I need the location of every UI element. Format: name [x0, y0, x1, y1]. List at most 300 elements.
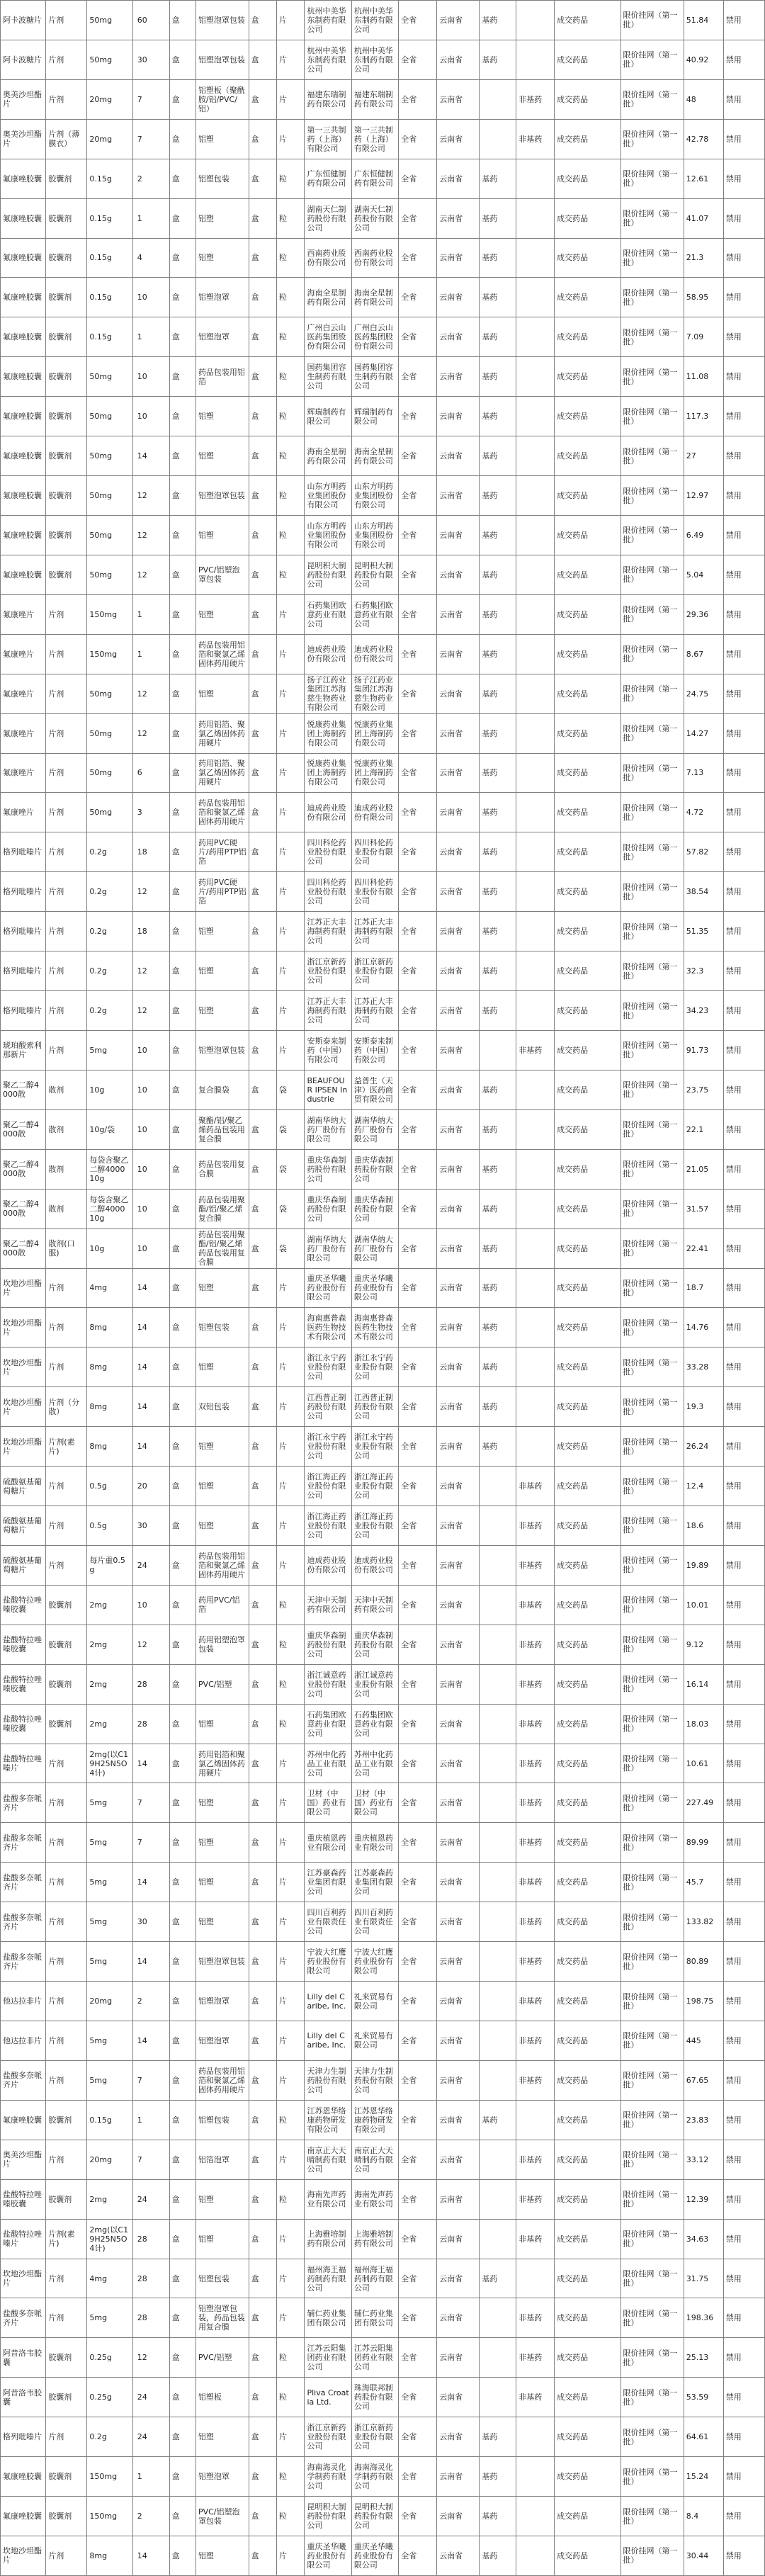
- cell-drug-name: 氟康唑胶囊: [1, 317, 46, 357]
- cell-manufacturer: 浙江京新药业股份有限公司: [305, 951, 351, 991]
- cell-drug-name: 氟康唑胶囊: [1, 2457, 46, 2497]
- cell-applicant: 浙江京新药业股份有限公司: [351, 2417, 398, 2457]
- cell-min-unit: 盒: [249, 1942, 276, 1982]
- cell-pack-quantity: 7: [132, 79, 169, 119]
- cell-manufacturer: 卫材（中国）药业有限公司: [305, 1783, 351, 1823]
- cell-province: 云南省: [437, 2100, 480, 2140]
- cell-province: 云南省: [437, 1942, 480, 1982]
- cell-price: 48: [684, 79, 723, 119]
- cell-listing-batch: 限价挂网（第一批）: [620, 159, 684, 198]
- table-row: [1, 357, 765, 397]
- cell-manufacturer: 重庆植恩药业有限公司: [305, 1823, 351, 1863]
- cell-applicant: 海南先声药业有限公司: [351, 2179, 398, 2219]
- cell-essential-drug: [480, 1585, 516, 1625]
- cell-pack-unit: 盒: [169, 1902, 196, 1942]
- cell-usage-status: 禁用: [723, 40, 764, 79]
- cell-deal-status: 成交药品: [555, 1823, 620, 1863]
- cell-scope: 全省: [399, 2179, 437, 2219]
- cell-listing-batch: 限价挂网（第一批）: [620, 357, 684, 397]
- cell-dosage-form: 散剂: [46, 1189, 87, 1228]
- cell-listing-batch: 限价挂网（第一批）: [620, 1, 684, 40]
- cell-dosage-form: 胶囊剂: [46, 238, 87, 278]
- cell-strength: 0.2g: [87, 912, 132, 951]
- cell-price: 38.54: [684, 872, 723, 912]
- cell-min-unit: 盒: [249, 634, 276, 674]
- cell-price: 19.3: [684, 1387, 723, 1427]
- cell-non-essential-drug: [516, 793, 555, 832]
- cell-strength: 10g/袋: [87, 1109, 132, 1149]
- cell-non-essential-drug: [516, 1070, 555, 1109]
- cell-listing-batch: 限价挂网（第一批）: [620, 40, 684, 79]
- table-row: [1, 1348, 765, 1387]
- cell-usage-status: 禁用: [723, 674, 764, 713]
- cell-strength: 50mg: [87, 753, 132, 793]
- cell-usage-status: 禁用: [723, 1942, 764, 1982]
- cell-price: 40.92: [684, 40, 723, 79]
- cell-deal-status: 成交药品: [555, 198, 620, 238]
- cell-sale-unit: 片: [277, 991, 305, 1031]
- cell-listing-batch: 限价挂网（第一批）: [620, 1625, 684, 1664]
- cell-essential-drug: [480, 1704, 516, 1744]
- cell-applicant: 江苏正大丰海制药有限公司: [351, 912, 398, 951]
- cell-strength: 0.15g: [87, 317, 132, 357]
- cell-listing-batch: 限价挂网（第一批）: [620, 1664, 684, 1704]
- cell-non-essential-drug: [516, 1189, 555, 1228]
- cell-pack-quantity: 30: [132, 1902, 169, 1942]
- cell-pack-quantity: 7: [132, 119, 169, 159]
- cell-non-essential-drug: 非基药: [516, 2298, 555, 2338]
- cell-non-essential-drug: [516, 1348, 555, 1387]
- cell-min-unit: 盒: [249, 1268, 276, 1308]
- cell-price: 14.76: [684, 1308, 723, 1348]
- cell-drug-name: 氟康唑胶囊: [1, 436, 46, 476]
- cell-drug-name: 盐酸特拉唑嗪胶囊: [1, 2179, 46, 2219]
- cell-manufacturer: Lilly del Caribe, Inc.: [305, 2021, 351, 2061]
- cell-price: 26.24: [684, 1427, 723, 1467]
- cell-packaging-material: 铝塑: [196, 2179, 249, 2219]
- cell-packaging-material: 铝塑: [196, 1704, 249, 1744]
- table-row: [1, 40, 765, 79]
- cell-applicant: 福州海王福药制药有限公司: [351, 2259, 398, 2298]
- cell-drug-name: 氟康唑胶囊: [1, 476, 46, 516]
- cell-manufacturer: 天津力生制药股份有限公司: [305, 2060, 351, 2100]
- cell-applicant: 杭州中美华东制药有限公司: [351, 40, 398, 79]
- cell-pack-quantity: 28: [132, 2298, 169, 2338]
- cell-pack-quantity: 1: [132, 2457, 169, 2497]
- cell-drug-name: 坎地沙坦酯片: [1, 1268, 46, 1308]
- cell-dosage-form: 胶囊剂: [46, 198, 87, 238]
- cell-manufacturer: 四川科伦药业股份有限公司: [305, 872, 351, 912]
- cell-deal-status: 成交药品: [555, 1, 620, 40]
- cell-listing-batch: 限价挂网（第一批）: [620, 1228, 684, 1268]
- cell-dosage-form: 胶囊剂: [46, 159, 87, 198]
- cell-price: 25.13: [684, 2338, 723, 2378]
- cell-usage-status: 禁用: [723, 991, 764, 1031]
- cell-pack-unit: 盒: [169, 397, 196, 436]
- cell-pack-unit: 盒: [169, 2417, 196, 2457]
- cell-non-essential-drug: [516, 357, 555, 397]
- cell-scope: 全省: [399, 159, 437, 198]
- cell-dosage-form: 散剂: [46, 1109, 87, 1149]
- cell-pack-unit: 盒: [169, 793, 196, 832]
- cell-scope: 全省: [399, 832, 437, 872]
- cell-drug-name: 盐酸多奈哌齐片: [1, 2298, 46, 2338]
- cell-essential-drug: [480, 119, 516, 159]
- cell-manufacturer: 迪成药业股份有限公司: [305, 793, 351, 832]
- table-row: [1, 2100, 765, 2140]
- cell-price: 18.6: [684, 1506, 723, 1546]
- cell-drug-name: 氟康唑胶囊: [1, 357, 46, 397]
- cell-dosage-form: 胶囊剂: [46, 1585, 87, 1625]
- cell-min-unit: 盒: [249, 1467, 276, 1506]
- cell-pack-unit: 盒: [169, 1625, 196, 1664]
- cell-deal-status: 成交药品: [555, 1189, 620, 1228]
- cell-dosage-form: 胶囊剂: [46, 515, 87, 555]
- cell-province: 云南省: [437, 357, 480, 397]
- cell-listing-batch: 限价挂网（第一批）: [620, 2338, 684, 2378]
- table-row: [1, 2457, 765, 2497]
- cell-applicant: 安斯泰来制药（中国）有限公司: [351, 1030, 398, 1070]
- cell-province: 云南省: [437, 674, 480, 713]
- cell-scope: 全省: [399, 1863, 437, 1902]
- cell-essential-drug: 基药: [480, 1189, 516, 1228]
- cell-drug-name: 盐酸特拉唑嗪片: [1, 2219, 46, 2259]
- cell-listing-batch: 限价挂网（第一批）: [620, 753, 684, 793]
- cell-manufacturer: 石药集团欧意药业有限公司: [305, 594, 351, 634]
- cell-min-unit: 盒: [249, 2100, 276, 2140]
- cell-usage-status: 禁用: [723, 1427, 764, 1467]
- cell-deal-status: 成交药品: [555, 634, 620, 674]
- table-row: [1, 1308, 765, 1348]
- table-row: [1, 1149, 765, 1189]
- cell-deal-status: 成交药品: [555, 1863, 620, 1902]
- cell-price: 91.73: [684, 1030, 723, 1070]
- cell-drug-name: 盐酸特拉唑嗪胶囊: [1, 1704, 46, 1744]
- cell-min-unit: 盒: [249, 1109, 276, 1149]
- cell-dosage-form: 片剂: [46, 1823, 87, 1863]
- cell-price: 80.89: [684, 1942, 723, 1982]
- cell-listing-batch: 限价挂网（第一批）: [620, 198, 684, 238]
- cell-min-unit: 盒: [249, 1427, 276, 1467]
- cell-manufacturer: 山东方明药业集团股份有限公司: [305, 476, 351, 516]
- cell-non-essential-drug: 非基药: [516, 1467, 555, 1506]
- cell-applicant: 重庆华森制药股份有限公司: [351, 1149, 398, 1189]
- cell-manufacturer: 浙江海正药业股份有限公司: [305, 1467, 351, 1506]
- cell-dosage-form: 片剂: [46, 2259, 87, 2298]
- table-row: [1, 317, 765, 357]
- cell-pack-unit: 盒: [169, 1942, 196, 1982]
- cell-sale-unit: 片: [277, 793, 305, 832]
- cell-sale-unit: 片: [277, 2140, 305, 2179]
- cell-pack-quantity: 14: [132, 1942, 169, 1982]
- cell-packaging-material: 药用PVC/铝箔: [196, 1585, 249, 1625]
- cell-pack-quantity: 12: [132, 951, 169, 991]
- cell-pack-unit: 盒: [169, 1109, 196, 1149]
- cell-listing-batch: 限价挂网（第一批）: [620, 1823, 684, 1863]
- cell-packaging-material: 铝塑: [196, 951, 249, 991]
- cell-applicant: 福建东瑞制药有限公司: [351, 79, 398, 119]
- table-row: [1, 79, 765, 119]
- cell-listing-batch: 限价挂网（第一批）: [620, 832, 684, 872]
- table-row: [1, 1664, 765, 1704]
- cell-strength: 0.2g: [87, 872, 132, 912]
- cell-pack-quantity: 12: [132, 674, 169, 713]
- cell-price: 7.09: [684, 317, 723, 357]
- cell-scope: 全省: [399, 1506, 437, 1546]
- cell-listing-batch: 限价挂网（第一批）: [620, 515, 684, 555]
- cell-deal-status: 成交药品: [555, 2140, 620, 2179]
- cell-manufacturer: 石药集团欧意药业有限公司: [305, 1704, 351, 1744]
- cell-min-unit: 盒: [249, 793, 276, 832]
- cell-drug-name: 氟康唑片: [1, 634, 46, 674]
- cell-price: 10.61: [684, 1744, 723, 1783]
- cell-sale-unit: 片: [277, 1982, 305, 2021]
- cell-essential-drug: 基药: [480, 515, 516, 555]
- cell-listing-batch: 限价挂网（第一批）: [620, 872, 684, 912]
- cell-dosage-form: 片剂(素片): [46, 2219, 87, 2259]
- cell-packaging-material: 铝塑: [196, 594, 249, 634]
- cell-listing-batch: 限价挂网（第一批）: [620, 1387, 684, 1427]
- cell-usage-status: 禁用: [723, 1387, 764, 1427]
- cell-usage-status: 禁用: [723, 634, 764, 674]
- cell-listing-batch: 限价挂网（第一批）: [620, 1744, 684, 1783]
- cell-province: 云南省: [437, 2378, 480, 2417]
- cell-drug-name: 氟康唑胶囊: [1, 555, 46, 594]
- cell-deal-status: 成交药品: [555, 674, 620, 713]
- cell-usage-status: 禁用: [723, 1030, 764, 1070]
- cell-min-unit: 盒: [249, 159, 276, 198]
- cell-sale-unit: 片: [277, 753, 305, 793]
- cell-usage-status: 禁用: [723, 872, 764, 912]
- cell-strength: 5mg: [87, 2298, 132, 2338]
- cell-listing-batch: 限价挂网（第一批）: [620, 2219, 684, 2259]
- cell-price: 33.28: [684, 1348, 723, 1387]
- cell-pack-quantity: 28: [132, 2219, 169, 2259]
- cell-scope: 全省: [399, 2338, 437, 2378]
- cell-dosage-form: 片剂: [46, 634, 87, 674]
- cell-packaging-material: 铝塑: [196, 2219, 249, 2259]
- cell-listing-batch: 限价挂网（第一批）: [620, 2457, 684, 2497]
- cell-listing-batch: 限价挂网（第一批）: [620, 1149, 684, 1189]
- cell-listing-batch: 限价挂网（第一批）: [620, 1982, 684, 2021]
- cell-essential-drug: 基药: [480, 40, 516, 79]
- cell-essential-drug: [480, 2338, 516, 2378]
- cell-manufacturer: 浙江永宁药业股份有限公司: [305, 1427, 351, 1467]
- cell-non-essential-drug: [516, 2497, 555, 2536]
- table-row: [1, 436, 765, 476]
- cell-price: 227.49: [684, 1783, 723, 1823]
- table-row: [1, 1427, 765, 1467]
- cell-price: 34.23: [684, 991, 723, 1031]
- table-row: [1, 1823, 765, 1863]
- cell-essential-drug: 基药: [480, 1308, 516, 1348]
- cell-listing-batch: 限价挂网（第一批）: [620, 1189, 684, 1228]
- cell-price: 16.14: [684, 1664, 723, 1704]
- cell-drug-name: 盐酸特拉唑嗪胶囊: [1, 1585, 46, 1625]
- cell-pack-unit: 盒: [169, 832, 196, 872]
- cell-pack-quantity: 10: [132, 1585, 169, 1625]
- cell-manufacturer: Pliva Croatia Ltd.: [305, 2378, 351, 2417]
- cell-listing-batch: 限价挂网（第一批）: [620, 991, 684, 1031]
- cell-price: 12.97: [684, 476, 723, 516]
- cell-essential-drug: 基药: [480, 753, 516, 793]
- cell-deal-status: 成交药品: [555, 1109, 620, 1149]
- table-row: [1, 1744, 765, 1783]
- cell-sale-unit: 粒: [277, 436, 305, 476]
- cell-min-unit: 盒: [249, 951, 276, 991]
- cell-pack-unit: 盒: [169, 1467, 196, 1506]
- cell-sale-unit: 粒: [277, 2497, 305, 2536]
- cell-essential-drug: 基药: [480, 872, 516, 912]
- cell-sale-unit: 粒: [277, 476, 305, 516]
- cell-dosage-form: 片剂: [46, 713, 87, 753]
- cell-pack-quantity: 14: [132, 1863, 169, 1902]
- cell-price: 51.84: [684, 1, 723, 40]
- cell-essential-drug: [480, 1942, 516, 1982]
- cell-applicant: 辅仁药业集团有限公司: [351, 2298, 398, 2338]
- cell-strength: 20mg: [87, 119, 132, 159]
- cell-sale-unit: 粒: [277, 198, 305, 238]
- cell-manufacturer: 悦康药业集团上海制药有限公司: [305, 713, 351, 753]
- cell-deal-status: 成交药品: [555, 2417, 620, 2457]
- cell-drug-name: 氟康唑胶囊: [1, 515, 46, 555]
- cell-manufacturer: 海南惠普森医药生物技术有限公司: [305, 1308, 351, 1348]
- cell-strength: 50mg: [87, 1, 132, 40]
- cell-pack-unit: 盒: [169, 912, 196, 951]
- cell-applicant: 浙江诚意药业股份有限公司: [351, 1664, 398, 1704]
- cell-pack-quantity: 10: [132, 1228, 169, 1268]
- cell-deal-status: 成交药品: [555, 1783, 620, 1823]
- cell-strength: 0.15g: [87, 159, 132, 198]
- cell-drug-name: 氟康唑胶囊: [1, 159, 46, 198]
- cell-scope: 全省: [399, 119, 437, 159]
- cell-essential-drug: [480, 1467, 516, 1506]
- cell-applicant: 苏州中化药品工业有限公司: [351, 1744, 398, 1783]
- cell-province: 云南省: [437, 2338, 480, 2378]
- cell-deal-status: 成交药品: [555, 1545, 620, 1585]
- cell-pack-quantity: 14: [132, 1427, 169, 1467]
- cell-min-unit: 盒: [249, 317, 276, 357]
- cell-usage-status: 禁用: [723, 2219, 764, 2259]
- cell-min-unit: 盒: [249, 912, 276, 951]
- cell-non-essential-drug: 非基药: [516, 1982, 555, 2021]
- cell-strength: 8mg: [87, 1387, 132, 1427]
- cell-deal-status: 成交药品: [555, 357, 620, 397]
- cell-usage-status: 禁用: [723, 1823, 764, 1863]
- cell-pack-quantity: 12: [132, 515, 169, 555]
- cell-non-essential-drug: [516, 397, 555, 436]
- cell-province: 云南省: [437, 991, 480, 1031]
- cell-drug-name: 阿昔洛韦胶囊: [1, 2378, 46, 2417]
- cell-packaging-material: 铝塑泡罩包装，药品包装用复合膜: [196, 2298, 249, 2338]
- cell-province: 云南省: [437, 1268, 480, 1308]
- cell-packaging-material: 药品包装用铝箔: [196, 357, 249, 397]
- cell-dosage-form: 片剂: [46, 1308, 87, 1348]
- cell-listing-batch: 限价挂网（第一批）: [620, 1109, 684, 1149]
- cell-manufacturer: 重庆华森制药股份有限公司: [305, 1189, 351, 1228]
- cell-province: 云南省: [437, 397, 480, 436]
- cell-usage-status: 禁用: [723, 2021, 764, 2061]
- cell-non-essential-drug: [516, 2536, 555, 2576]
- cell-scope: 全省: [399, 40, 437, 79]
- cell-dosage-form: 片剂: [46, 951, 87, 991]
- cell-packaging-material: 铝塑包装: [196, 2100, 249, 2140]
- cell-applicant: 广东恒健制药有限公司: [351, 159, 398, 198]
- cell-scope: 全省: [399, 872, 437, 912]
- cell-dosage-form: 胶囊剂: [46, 2497, 87, 2536]
- cell-non-essential-drug: [516, 594, 555, 634]
- cell-deal-status: 成交药品: [555, 1387, 620, 1427]
- cell-deal-status: 成交药品: [555, 2021, 620, 2061]
- cell-manufacturer: 辉瑞制药有限公司: [305, 397, 351, 436]
- cell-non-essential-drug: 非基药: [516, 1863, 555, 1902]
- cell-scope: 全省: [399, 1189, 437, 1228]
- table-row: [1, 1189, 765, 1228]
- cell-drug-name: 盐酸多奈哌齐片: [1, 1823, 46, 1863]
- cell-non-essential-drug: [516, 912, 555, 951]
- cell-essential-drug: 基药: [480, 594, 516, 634]
- table-row: [1, 1902, 765, 1942]
- cell-price: 31.75: [684, 2259, 723, 2298]
- cell-manufacturer: 悦康药业集团上海制药有限公司: [305, 753, 351, 793]
- cell-dosage-form: 片剂: [46, 1783, 87, 1823]
- cell-deal-status: 成交药品: [555, 2298, 620, 2338]
- cell-packaging-material: 药品包装用铝箔和聚氯乙烯固体药用硬片: [196, 2060, 249, 2100]
- cell-scope: 全省: [399, 634, 437, 674]
- cell-dosage-form: 胶囊剂: [46, 1664, 87, 1704]
- cell-usage-status: 禁用: [723, 2140, 764, 2179]
- cell-deal-status: 成交药品: [555, 1268, 620, 1308]
- cell-min-unit: 盒: [249, 1625, 276, 1664]
- cell-drug-name: 格列吡嗪片: [1, 951, 46, 991]
- cell-listing-batch: 限价挂网（第一批）: [620, 1545, 684, 1585]
- cell-scope: 全省: [399, 79, 437, 119]
- cell-sale-unit: 粒: [277, 555, 305, 594]
- cell-province: 云南省: [437, 2219, 480, 2259]
- cell-applicant: 海南全星制药有限公司: [351, 278, 398, 317]
- cell-essential-drug: [480, 1744, 516, 1783]
- cell-min-unit: 盒: [249, 1387, 276, 1427]
- cell-essential-drug: 基药: [480, 1, 516, 40]
- cell-sale-unit: 片: [277, 1467, 305, 1506]
- cell-dosage-form: 片剂: [46, 2060, 87, 2100]
- cell-pack-unit: 盒: [169, 2060, 196, 2100]
- cell-drug-name: 氟康唑片: [1, 793, 46, 832]
- cell-applicant: 重庆华森制药股份有限公司: [351, 1625, 398, 1664]
- cell-pack-unit: 盒: [169, 1823, 196, 1863]
- cell-strength: 10g: [87, 1070, 132, 1109]
- cell-pack-unit: 盒: [169, 1030, 196, 1070]
- cell-listing-batch: 限价挂网（第一批）: [620, 2100, 684, 2140]
- cell-manufacturer: Lilly del Caribe, Inc.: [305, 1982, 351, 2021]
- cell-strength: 20mg: [87, 2140, 132, 2179]
- cell-non-essential-drug: 非基药: [516, 1664, 555, 1704]
- cell-pack-unit: 盒: [169, 2536, 196, 2576]
- cell-min-unit: 盒: [249, 832, 276, 872]
- cell-usage-status: 禁用: [723, 1585, 764, 1625]
- cell-packaging-material: PVC/铝塑: [196, 2338, 249, 2378]
- cell-pack-unit: 盒: [169, 40, 196, 79]
- cell-applicant: 礼来贸易有限公司: [351, 2021, 398, 2061]
- cell-manufacturer: 昆明积大制药股份有限公司: [305, 2497, 351, 2536]
- cell-non-essential-drug: [516, 634, 555, 674]
- cell-strength: 4mg: [87, 2259, 132, 2298]
- cell-strength: 0.15g: [87, 198, 132, 238]
- cell-usage-status: 禁用: [723, 436, 764, 476]
- cell-sale-unit: 粒: [277, 2457, 305, 2497]
- cell-sale-unit: 粒: [277, 238, 305, 278]
- cell-usage-status: 禁用: [723, 2417, 764, 2457]
